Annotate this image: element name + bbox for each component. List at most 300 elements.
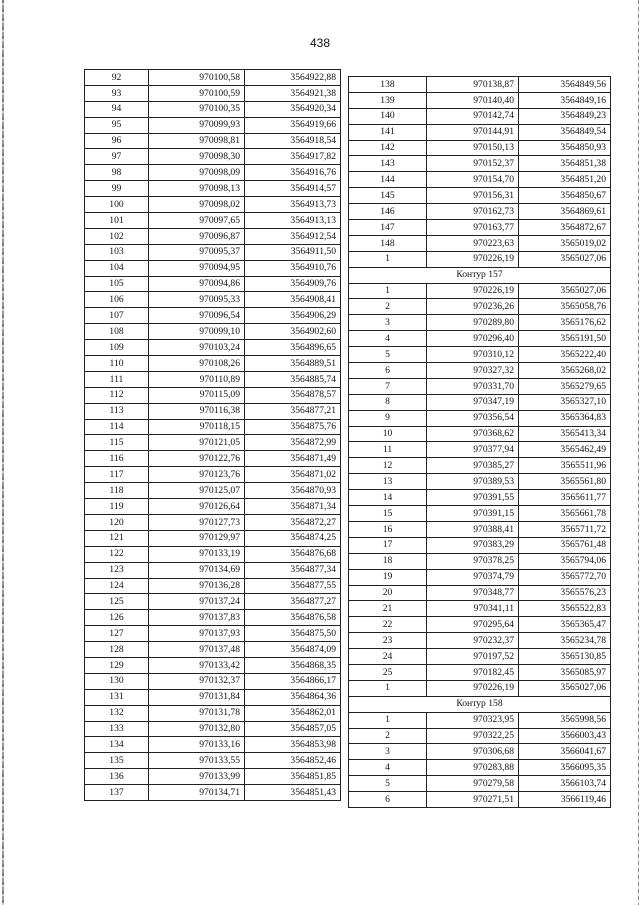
table-row	[349, 680, 611, 696]
x-coordinate-cell: 970341,11	[427, 601, 519, 617]
y-coordinate-cell: 3566119,46	[519, 792, 611, 808]
point-number-cell: 7	[349, 378, 427, 394]
point-number-cell: 107	[85, 308, 149, 324]
point-number-cell: 117	[85, 467, 149, 483]
x-coordinate-cell: 970322,25	[427, 728, 519, 744]
table-row	[349, 140, 611, 156]
table-row	[85, 101, 341, 117]
table-row	[85, 371, 341, 387]
point-number-cell: 11	[349, 442, 427, 458]
table-row	[85, 213, 341, 229]
table-row	[349, 363, 611, 379]
x-coordinate-cell: 970356,54	[427, 410, 519, 426]
table-row	[349, 712, 611, 728]
point-number-cell: 112	[85, 387, 149, 403]
table-row	[85, 85, 341, 101]
table-row	[85, 467, 341, 483]
table-row	[349, 108, 611, 124]
point-number-cell: 21	[349, 601, 427, 617]
x-coordinate-cell: 970115,09	[149, 387, 245, 403]
point-number-cell: 2	[349, 728, 427, 744]
table-row	[85, 165, 341, 181]
point-number-cell: 4	[349, 331, 427, 347]
y-coordinate-cell: 3564877,27	[245, 594, 341, 610]
table-row	[349, 633, 611, 649]
point-number-cell: 1	[349, 251, 427, 267]
x-coordinate-cell: 970122,76	[149, 451, 245, 467]
point-number-cell: 17	[349, 537, 427, 553]
y-coordinate-cell: 3564876,68	[245, 546, 341, 562]
y-coordinate-cell: 3564908,41	[245, 292, 341, 308]
point-number-cell: 92	[85, 70, 149, 86]
y-coordinate-cell: 3565019,02	[519, 235, 611, 251]
x-coordinate-cell: 970374,79	[427, 569, 519, 585]
table-row	[85, 387, 341, 403]
point-number-cell: 103	[85, 244, 149, 260]
point-number-cell: 13	[349, 474, 427, 490]
point-number-cell: 24	[349, 649, 427, 665]
x-coordinate-cell: 970150,13	[427, 140, 519, 156]
table-row	[349, 124, 611, 140]
y-coordinate-cell: 3565794,06	[519, 553, 611, 569]
y-coordinate-cell: 3564921,38	[245, 85, 341, 101]
point-number-cell: 101	[85, 213, 149, 229]
y-coordinate-cell: 3564871,34	[245, 499, 341, 515]
table-row	[85, 451, 341, 467]
x-coordinate-cell: 970323,95	[427, 712, 519, 728]
y-coordinate-cell: 3565576,23	[519, 585, 611, 601]
y-coordinate-cell: 3565222,40	[519, 347, 611, 363]
point-number-cell: 110	[85, 356, 149, 372]
table-row	[349, 251, 611, 267]
x-coordinate-cell: 970385,27	[427, 458, 519, 474]
table-row	[349, 188, 611, 204]
table-row	[349, 601, 611, 617]
table-row	[85, 149, 341, 165]
x-coordinate-cell: 970133,42	[149, 657, 245, 673]
y-coordinate-cell: 3565561,80	[519, 474, 611, 490]
table-row	[85, 546, 341, 562]
y-coordinate-cell: 3565661,78	[519, 506, 611, 522]
x-coordinate-cell: 970098,81	[149, 133, 245, 149]
table-row	[85, 499, 341, 515]
x-coordinate-cell: 970377,94	[427, 442, 519, 458]
x-coordinate-cell: 970131,84	[149, 689, 245, 705]
x-coordinate-cell: 970100,58	[149, 70, 245, 86]
x-coordinate-cell: 970232,37	[427, 633, 519, 649]
table-row	[349, 506, 611, 522]
point-number-cell: 9	[349, 410, 427, 426]
x-coordinate-cell: 970127,73	[149, 514, 245, 530]
point-number-cell: 133	[85, 721, 149, 737]
x-coordinate-cell: 970095,37	[149, 244, 245, 260]
y-coordinate-cell: 3564870,93	[245, 483, 341, 499]
y-coordinate-cell: 3564851,20	[519, 172, 611, 188]
point-number-cell: 105	[85, 276, 149, 292]
y-coordinate-cell: 3565511,96	[519, 458, 611, 474]
x-coordinate-cell: 970133,99	[149, 769, 245, 785]
y-coordinate-cell: 3564896,65	[245, 340, 341, 356]
table-row	[85, 260, 341, 276]
x-coordinate-cell: 970094,86	[149, 276, 245, 292]
x-coordinate-cell: 970144,91	[427, 124, 519, 140]
table-row	[349, 458, 611, 474]
point-number-cell: 95	[85, 117, 149, 133]
table-row	[349, 283, 611, 299]
point-number-cell: 144	[349, 172, 427, 188]
table-row	[349, 235, 611, 251]
point-number-cell: 132	[85, 705, 149, 721]
y-coordinate-cell: 3564913,73	[245, 197, 341, 213]
point-number-cell: 140	[349, 108, 427, 124]
point-number-cell: 137	[85, 785, 149, 801]
y-coordinate-cell: 3565085,97	[519, 664, 611, 680]
y-coordinate-cell: 3564913,13	[245, 213, 341, 229]
point-number-cell: 20	[349, 585, 427, 601]
table-row	[85, 356, 341, 372]
point-number-cell: 102	[85, 228, 149, 244]
y-coordinate-cell: 3564910,76	[245, 260, 341, 276]
x-coordinate-cell: 970236,26	[427, 299, 519, 315]
table-row	[85, 228, 341, 244]
y-coordinate-cell: 3565327,10	[519, 394, 611, 410]
table-row	[85, 530, 341, 546]
x-coordinate-cell: 970098,09	[149, 165, 245, 181]
point-number-cell: 121	[85, 530, 149, 546]
table-row	[349, 378, 611, 394]
point-number-cell: 25	[349, 664, 427, 680]
x-coordinate-cell: 970310,12	[427, 347, 519, 363]
point-number-cell: 128	[85, 642, 149, 658]
x-coordinate-cell: 970383,29	[427, 537, 519, 553]
point-number-cell: 108	[85, 324, 149, 340]
y-coordinate-cell: 3564862,01	[245, 705, 341, 721]
table-row	[349, 585, 611, 601]
table-row	[349, 410, 611, 426]
point-number-cell: 125	[85, 594, 149, 610]
x-coordinate-cell: 970121,05	[149, 435, 245, 451]
contour-title: Контур 157	[349, 267, 611, 283]
x-coordinate-cell: 970134,71	[149, 785, 245, 801]
table-row	[85, 657, 341, 673]
table-row	[85, 197, 341, 213]
point-number-cell: 104	[85, 260, 149, 276]
point-number-cell: 94	[85, 101, 149, 117]
table-row	[349, 649, 611, 665]
point-number-cell: 114	[85, 419, 149, 435]
page-number: 438	[309, 36, 331, 50]
coordinates-table-left	[84, 69, 341, 801]
y-coordinate-cell: 3565191,50	[519, 331, 611, 347]
y-coordinate-cell: 3564849,16	[519, 92, 611, 108]
x-coordinate-cell: 970296,40	[427, 331, 519, 347]
point-number-cell: 129	[85, 657, 149, 673]
y-coordinate-cell: 3564864,36	[245, 689, 341, 705]
point-number-cell: 146	[349, 204, 427, 220]
table-row	[85, 673, 341, 689]
table-row	[85, 737, 341, 753]
point-number-cell: 22	[349, 617, 427, 633]
x-coordinate-cell: 970098,02	[149, 197, 245, 213]
table-row	[85, 483, 341, 499]
y-coordinate-cell: 3564872,99	[245, 435, 341, 451]
table-row	[349, 172, 611, 188]
y-coordinate-cell: 3564874,09	[245, 642, 341, 658]
y-coordinate-cell: 3564850,67	[519, 188, 611, 204]
coordinates-table-right	[348, 76, 611, 808]
y-coordinate-cell: 3564871,02	[245, 467, 341, 483]
table-row	[349, 220, 611, 236]
point-number-cell: 142	[349, 140, 427, 156]
point-number-cell: 139	[349, 92, 427, 108]
table-row	[85, 244, 341, 260]
point-number-cell: 126	[85, 610, 149, 626]
x-coordinate-cell: 970138,87	[427, 77, 519, 93]
table-row	[349, 77, 611, 93]
point-number-cell: 16	[349, 521, 427, 537]
point-number-cell: 122	[85, 546, 149, 562]
point-number-cell: 115	[85, 435, 149, 451]
table-row	[349, 331, 611, 347]
table-row	[85, 435, 341, 451]
table-row	[85, 514, 341, 530]
y-coordinate-cell: 3564875,50	[245, 626, 341, 642]
table-row	[349, 760, 611, 776]
table-row	[85, 308, 341, 324]
x-coordinate-cell: 970348,77	[427, 585, 519, 601]
point-number-cell: 97	[85, 149, 149, 165]
y-coordinate-cell: 3564874,25	[245, 530, 341, 546]
y-coordinate-cell: 3565268,02	[519, 363, 611, 379]
table-row	[85, 769, 341, 785]
y-coordinate-cell: 3564851,43	[245, 785, 341, 801]
x-coordinate-cell: 970095,33	[149, 292, 245, 308]
y-coordinate-cell: 3564875,76	[245, 419, 341, 435]
point-number-cell: 6	[349, 792, 427, 808]
y-coordinate-cell: 3565027,06	[519, 680, 611, 696]
y-coordinate-cell: 3564877,55	[245, 578, 341, 594]
y-coordinate-cell: 3564857,05	[245, 721, 341, 737]
x-coordinate-cell: 970347,19	[427, 394, 519, 410]
x-coordinate-cell: 970133,55	[149, 753, 245, 769]
table-row	[349, 776, 611, 792]
table-row	[349, 442, 611, 458]
y-coordinate-cell: 3564922,88	[245, 70, 341, 86]
point-number-cell: 98	[85, 165, 149, 181]
point-number-cell: 19	[349, 569, 427, 585]
point-number-cell: 118	[85, 483, 149, 499]
x-coordinate-cell: 970094,95	[149, 260, 245, 276]
table-row	[85, 753, 341, 769]
y-coordinate-cell: 3564869,61	[519, 204, 611, 220]
x-coordinate-cell: 970116,38	[149, 403, 245, 419]
table-row	[85, 276, 341, 292]
table-row	[349, 617, 611, 633]
x-coordinate-cell: 970283,88	[427, 760, 519, 776]
y-coordinate-cell: 3565761,48	[519, 537, 611, 553]
x-coordinate-cell: 970099,10	[149, 324, 245, 340]
point-number-cell: 15	[349, 506, 427, 522]
table-row	[85, 689, 341, 705]
x-coordinate-cell: 970132,80	[149, 721, 245, 737]
x-coordinate-cell: 970098,13	[149, 181, 245, 197]
point-number-cell: 4	[349, 760, 427, 776]
point-number-cell: 148	[349, 235, 427, 251]
x-coordinate-cell: 970137,83	[149, 610, 245, 626]
point-number-cell: 10	[349, 426, 427, 442]
x-coordinate-cell: 970137,24	[149, 594, 245, 610]
point-number-cell: 1	[349, 283, 427, 299]
y-coordinate-cell: 3565522,83	[519, 601, 611, 617]
x-coordinate-cell: 970098,30	[149, 149, 245, 165]
point-number-cell: 96	[85, 133, 149, 149]
x-coordinate-cell: 970331,70	[427, 378, 519, 394]
point-number-cell: 2	[349, 299, 427, 315]
y-coordinate-cell: 3565772,70	[519, 569, 611, 585]
point-number-cell: 131	[85, 689, 149, 705]
table-row	[85, 721, 341, 737]
table-row	[349, 744, 611, 760]
x-coordinate-cell: 970123,76	[149, 467, 245, 483]
contour-title: Контур 158	[349, 696, 611, 712]
y-coordinate-cell: 3566003,43	[519, 728, 611, 744]
x-coordinate-cell: 970279,58	[427, 776, 519, 792]
x-coordinate-cell: 970226,19	[427, 680, 519, 696]
y-coordinate-cell: 3564871,49	[245, 451, 341, 467]
y-coordinate-cell: 3565711,72	[519, 521, 611, 537]
y-coordinate-cell: 3564912,54	[245, 228, 341, 244]
point-number-cell: 14	[349, 490, 427, 506]
table-row	[85, 403, 341, 419]
x-coordinate-cell: 970126,64	[149, 499, 245, 515]
point-number-cell: 113	[85, 403, 149, 419]
table-row	[349, 490, 611, 506]
table-row	[349, 204, 611, 220]
contour-header-row	[349, 267, 611, 283]
x-coordinate-cell: 970134,69	[149, 562, 245, 578]
y-coordinate-cell: 3564902,60	[245, 324, 341, 340]
table-row	[349, 299, 611, 315]
point-number-cell: 111	[85, 371, 149, 387]
y-coordinate-cell: 3565130,85	[519, 649, 611, 665]
y-coordinate-cell: 3564866,17	[245, 673, 341, 689]
y-coordinate-cell: 3564852,46	[245, 753, 341, 769]
x-coordinate-cell: 970327,32	[427, 363, 519, 379]
table-row	[349, 92, 611, 108]
x-coordinate-cell: 970368,62	[427, 426, 519, 442]
x-coordinate-cell: 970197,52	[427, 649, 519, 665]
x-coordinate-cell: 970099,93	[149, 117, 245, 133]
table-row	[85, 578, 341, 594]
x-coordinate-cell: 970136,28	[149, 578, 245, 594]
point-number-cell: 12	[349, 458, 427, 474]
y-coordinate-cell: 3565027,06	[519, 283, 611, 299]
x-coordinate-cell: 970133,16	[149, 737, 245, 753]
x-coordinate-cell: 970388,41	[427, 521, 519, 537]
x-coordinate-cell: 970378,25	[427, 553, 519, 569]
table-row	[85, 705, 341, 721]
point-number-cell: 141	[349, 124, 427, 140]
x-coordinate-cell: 970162,73	[427, 204, 519, 220]
y-coordinate-cell: 3566041,67	[519, 744, 611, 760]
point-number-cell: 5	[349, 776, 427, 792]
x-coordinate-cell: 970154,70	[427, 172, 519, 188]
table-row	[349, 394, 611, 410]
x-coordinate-cell: 970133,19	[149, 546, 245, 562]
point-number-cell: 23	[349, 633, 427, 649]
table-row	[85, 785, 341, 801]
point-number-cell: 3	[349, 315, 427, 331]
y-coordinate-cell: 3564920,34	[245, 101, 341, 117]
point-number-cell: 120	[85, 514, 149, 530]
x-coordinate-cell: 970096,87	[149, 228, 245, 244]
x-coordinate-cell: 970129,97	[149, 530, 245, 546]
point-number-cell: 145	[349, 188, 427, 204]
point-number-cell: 136	[85, 769, 149, 785]
scan-edge-left	[2, 0, 4, 905]
y-coordinate-cell: 3565611,77	[519, 490, 611, 506]
y-coordinate-cell: 3564877,21	[245, 403, 341, 419]
point-number-cell: 127	[85, 626, 149, 642]
table-row	[85, 117, 341, 133]
point-number-cell: 8	[349, 394, 427, 410]
x-coordinate-cell: 970226,19	[427, 251, 519, 267]
y-coordinate-cell: 3565998,56	[519, 712, 611, 728]
y-coordinate-cell: 3565364,83	[519, 410, 611, 426]
y-coordinate-cell: 3564849,56	[519, 77, 611, 93]
point-number-cell: 143	[349, 156, 427, 172]
point-number-cell: 138	[349, 77, 427, 93]
y-coordinate-cell: 3565365,47	[519, 617, 611, 633]
table-row	[349, 728, 611, 744]
x-coordinate-cell: 970100,59	[149, 85, 245, 101]
y-coordinate-cell: 3564909,76	[245, 276, 341, 292]
scan-edge-right	[638, 0, 639, 905]
point-number-cell: 134	[85, 737, 149, 753]
point-number-cell: 3	[349, 744, 427, 760]
y-coordinate-cell: 3564885,74	[245, 371, 341, 387]
table-row	[349, 553, 611, 569]
y-coordinate-cell: 3564919,66	[245, 117, 341, 133]
table-row	[85, 70, 341, 86]
y-coordinate-cell: 3565462,49	[519, 442, 611, 458]
x-coordinate-cell: 970096,54	[149, 308, 245, 324]
table-row	[349, 315, 611, 331]
point-number-cell: 1	[349, 680, 427, 696]
table-row	[349, 664, 611, 680]
x-coordinate-cell: 970100,35	[149, 101, 245, 117]
y-coordinate-cell: 3564906,29	[245, 308, 341, 324]
x-coordinate-cell: 970306,68	[427, 744, 519, 760]
point-number-cell: 100	[85, 197, 149, 213]
y-coordinate-cell: 3565176,62	[519, 315, 611, 331]
point-number-cell: 119	[85, 499, 149, 515]
point-number-cell: 99	[85, 181, 149, 197]
y-coordinate-cell: 3566095,35	[519, 760, 611, 776]
point-number-cell: 6	[349, 363, 427, 379]
x-coordinate-cell: 970131,78	[149, 705, 245, 721]
point-number-cell: 123	[85, 562, 149, 578]
table-row	[349, 426, 611, 442]
point-number-cell: 124	[85, 578, 149, 594]
x-coordinate-cell: 970295,64	[427, 617, 519, 633]
table-row	[349, 347, 611, 363]
y-coordinate-cell: 3565279,65	[519, 378, 611, 394]
x-coordinate-cell: 970103,24	[149, 340, 245, 356]
y-coordinate-cell: 3564868,35	[245, 657, 341, 673]
x-coordinate-cell: 970289,80	[427, 315, 519, 331]
y-coordinate-cell: 3564877,34	[245, 562, 341, 578]
